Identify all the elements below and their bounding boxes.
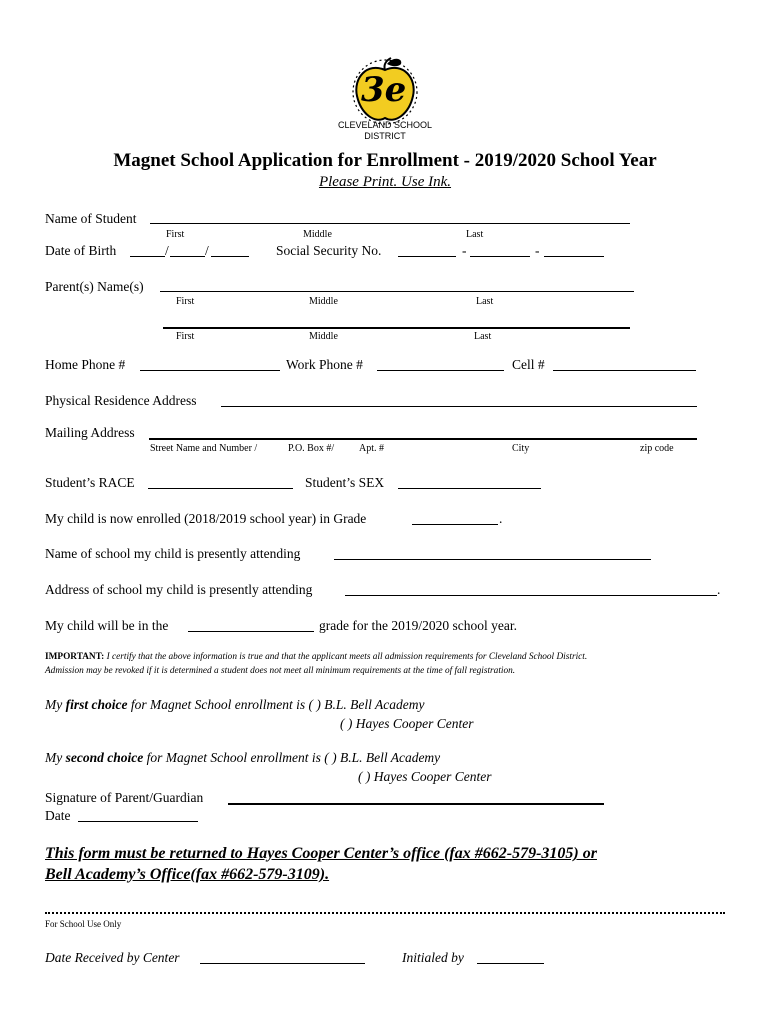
enrolled-grade-field[interactable] [412, 512, 498, 525]
ssn-part1-field[interactable] [398, 244, 456, 257]
second-choice-option1[interactable]: for Magnet School enrollment is ( ) B.L. Bell Academy [146, 750, 441, 765]
physical-address-field[interactable] [221, 394, 697, 407]
return-notice-line2: Bell Academy’s Office(fax #662-579-3109). [45, 866, 330, 883]
ssn-part3-field[interactable] [544, 244, 604, 257]
mailing-address-label: Mailing Address [45, 425, 135, 440]
school-address-field[interactable] [345, 583, 717, 596]
date-received-field[interactable] [200, 951, 365, 964]
sex-label: Student’s SEX [305, 475, 385, 490]
work-phone-field[interactable] [377, 358, 504, 371]
second-choice-line: My second choice for Magnet School enrollment is ( ) B.L. Bell Academy [45, 750, 441, 765]
enrolled-grade-label: My child is now enrolled (2018/2019 school year) in Grade [45, 511, 367, 526]
second-choice-option2[interactable]: ( ) Hayes Cooper Center [358, 769, 492, 784]
cell-phone-label: Cell # [512, 357, 545, 372]
mailing-apt-caption: Apt. # [359, 443, 384, 454]
parent2-middle-caption: Middle [309, 331, 338, 342]
student-name-field[interactable] [150, 211, 630, 224]
student-first-caption: First [166, 229, 185, 240]
first-choice-option2[interactable]: ( ) Hayes Cooper Center [340, 716, 474, 731]
subtitle: Please Print. Use Ink. [318, 174, 452, 190]
important-label: IMPORTANT: [45, 652, 105, 662]
ssn-sep1: - [462, 243, 467, 258]
initialed-by-label: Initialed by [402, 950, 464, 965]
parent2-last-caption: Last [474, 331, 492, 342]
office-use-label: For School Use Only [45, 919, 122, 929]
next-grade-field[interactable] [188, 619, 314, 632]
student-name-label: Name of Student [45, 211, 137, 226]
school-name-label: Name of school my child is presently attending [45, 546, 301, 561]
parent1-name-field[interactable] [160, 279, 634, 292]
district-name-line1: CLEVELAND SCHOOL [337, 120, 433, 130]
mailing-address-field[interactable] [149, 426, 697, 440]
first-choice-line: My first choice for Magnet School enrollment is ( ) B.L. Bell Academy [45, 697, 425, 712]
initialed-by-field[interactable] [477, 951, 544, 964]
district-name-line2: DISTRICT [364, 131, 406, 141]
logo-mark: 3e [361, 70, 407, 110]
dob-year-field[interactable] [211, 244, 249, 257]
signature-field[interactable] [228, 791, 604, 805]
parent2-first-caption: First [176, 331, 195, 342]
parent1-last-caption: Last [476, 296, 494, 307]
mailing-zip-caption: zip code [640, 443, 674, 454]
school-address-label: Address of school my child is presently attending [45, 582, 313, 597]
parents-label: Parent(s) Name(s) [45, 279, 144, 294]
dob-sep1: / [165, 243, 169, 258]
parent1-first-caption: First [176, 296, 195, 307]
date-received-label: Date Received by Center [45, 950, 180, 965]
home-phone-field[interactable] [140, 358, 280, 371]
date-field[interactable] [78, 809, 198, 822]
work-phone-label: Work Phone # [286, 357, 363, 372]
school-name-field[interactable] [334, 547, 651, 560]
first-choice-emphasis: first choice [65, 697, 128, 712]
race-field[interactable] [148, 476, 293, 489]
mailing-pobox-caption: P.O. Box #/ [288, 443, 335, 454]
race-label: Student’s RACE [45, 475, 135, 490]
dob-sep2: / [205, 243, 209, 258]
return-notice-line1: This form must be returned to Hayes Cooper Center’s office (fax #662-579-3105) or [45, 845, 597, 862]
second-choice-emphasis: second choice [65, 750, 144, 765]
important-notice [45, 652, 587, 662]
next-grade-prefix: My child will be in the [45, 618, 169, 633]
ssn-part2-field[interactable] [470, 244, 530, 257]
student-last-caption: Last [466, 229, 484, 240]
enrolled-grade-period: . [499, 511, 503, 526]
school-address-period: . [717, 582, 721, 597]
page-title: Magnet School Application for Enrollment - 2019/2020 School Year [113, 150, 657, 171]
mailing-city-caption: City [512, 443, 530, 454]
date-label: Date [45, 808, 71, 823]
ssn-label: Social Security No. [276, 243, 382, 258]
sex-field[interactable] [398, 476, 541, 489]
dob-month-field[interactable] [130, 244, 165, 257]
next-grade-suffix: grade for the 2019/2020 school year. [319, 618, 517, 633]
mailing-street-caption: Street Name and Number / [150, 443, 258, 454]
important-line1: I certify that the above information is true and that the applicant meets all admission requirements for Cleveland School District. [106, 652, 588, 662]
parent2-name-field[interactable] [163, 315, 630, 329]
parent1-middle-caption: Middle [309, 296, 338, 307]
signature-label: Signature of Parent/Guardian [45, 790, 204, 805]
office-use-divider [45, 912, 725, 914]
important-line2: Admission may be revoked if it is determined a student does not meet all minimum requirements at the time of fall registration. [45, 666, 516, 676]
first-choice-option1[interactable]: for Magnet School enrollment is ( ) B.L. Bell Academy [130, 697, 425, 712]
dob-day-field[interactable] [170, 244, 205, 257]
home-phone-label: Home Phone # [45, 357, 126, 372]
cell-phone-field[interactable] [553, 358, 696, 371]
dob-label: Date of Birth [45, 243, 117, 258]
student-middle-caption: Middle [303, 229, 332, 240]
physical-address-label: Physical Residence Address [45, 393, 197, 408]
ssn-sep2: - [535, 243, 540, 258]
